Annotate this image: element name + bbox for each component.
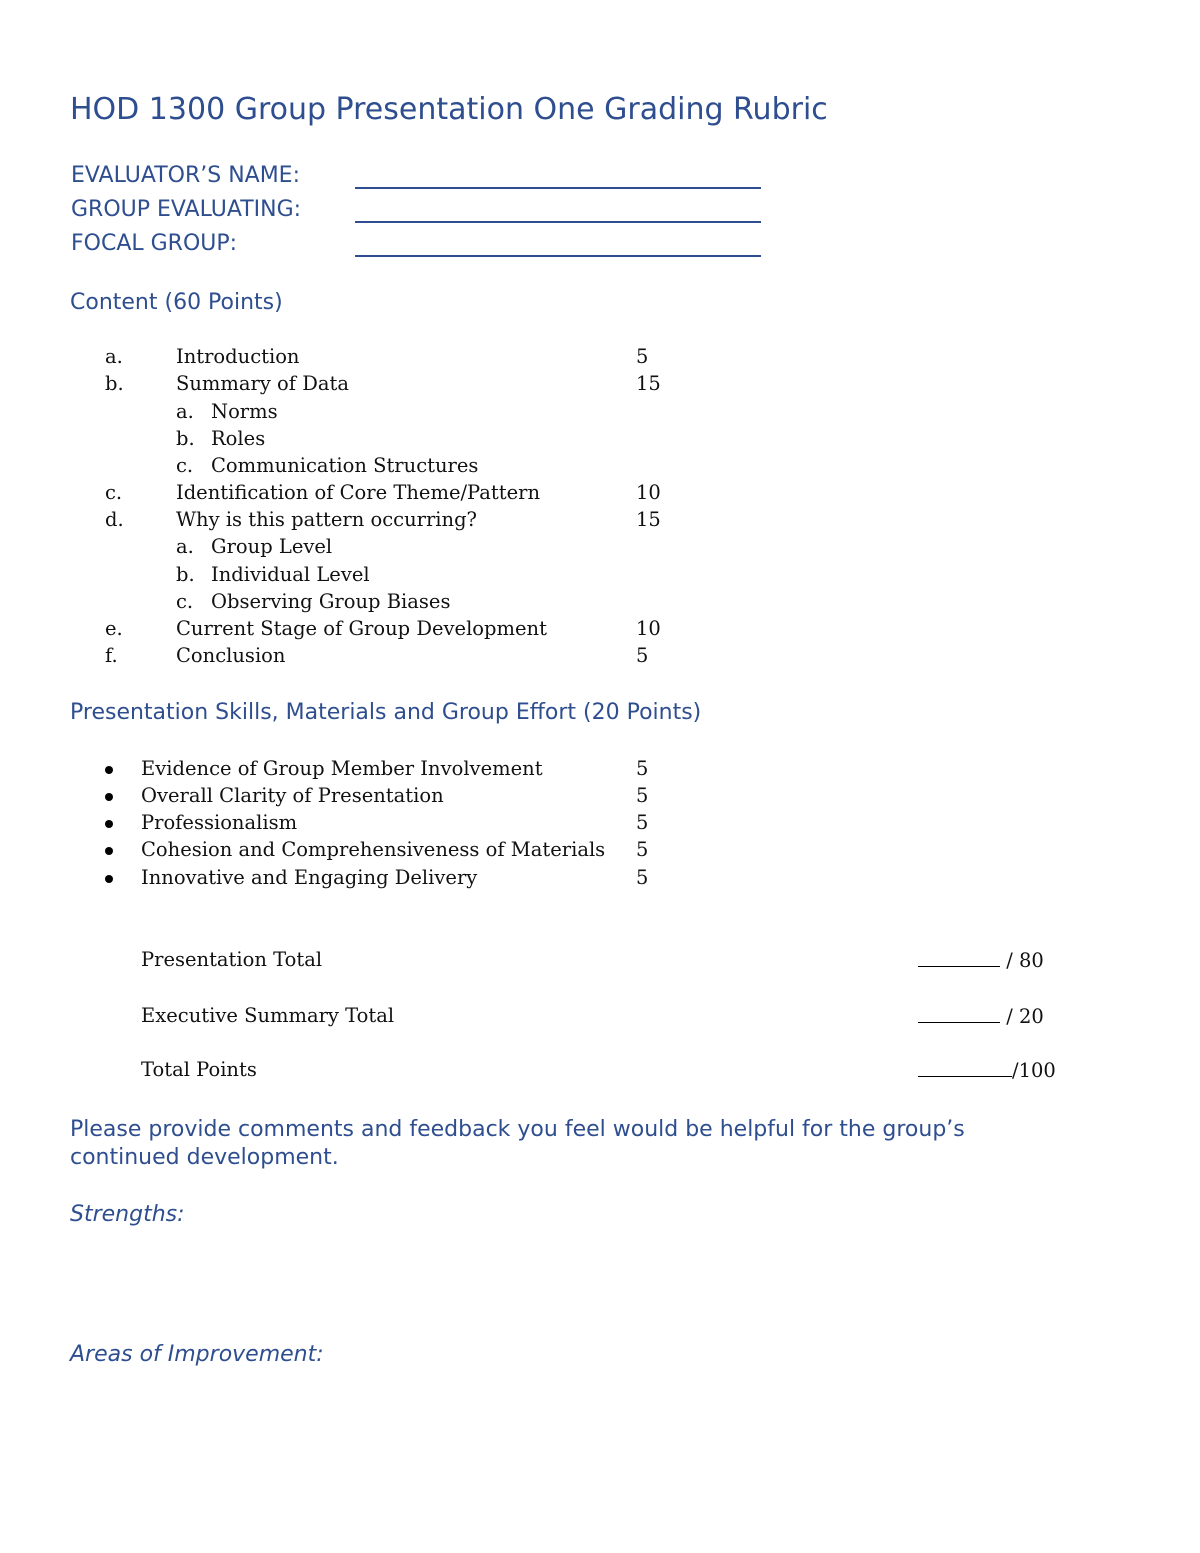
skill-item-label: Evidence of Group Member Involvement: [141, 757, 543, 780]
skills-heading: Presentation Skills, Materials and Group Effort (20 Points): [70, 700, 702, 725]
bullet-icon: [105, 847, 113, 855]
list-item-label: Summary of Data: [176, 372, 349, 395]
executive-summary-total-max: / 20: [1000, 1005, 1044, 1028]
total-points-max: /100: [1012, 1059, 1056, 1082]
skill-item-points: 5: [636, 866, 649, 889]
bullet-icon: [105, 820, 113, 828]
total-points-label: Total Points: [141, 1058, 257, 1081]
bullet-icon: [105, 793, 113, 801]
list-item-points: 10: [636, 481, 661, 504]
list-item-label: Why is this pattern occurring?: [176, 508, 478, 531]
sub-list-marker: a.: [176, 535, 194, 558]
evaluator-name-field[interactable]: [355, 187, 761, 189]
list-marker: f.: [105, 644, 118, 667]
sub-list-item-label: Communication Structures: [211, 454, 479, 477]
sub-list-item-label: Group Level: [211, 535, 333, 558]
sub-list-marker: a.: [176, 400, 194, 423]
sub-list-marker: b.: [176, 563, 195, 586]
strengths-label: Strengths:: [70, 1202, 185, 1227]
sub-list-item-label: Norms: [211, 400, 278, 423]
group-evaluating-field[interactable]: [355, 221, 761, 223]
executive-summary-total-label: Executive Summary Total: [141, 1004, 395, 1027]
presentation-total-blank[interactable]: [918, 948, 1000, 967]
sub-list-marker: c.: [176, 454, 194, 477]
group-evaluating-label: GROUP EVALUATING:: [71, 197, 302, 222]
bullet-icon: [105, 766, 113, 774]
list-item-points: 10: [636, 617, 661, 640]
skill-item-points: 5: [636, 811, 649, 834]
skill-item-points: 5: [636, 757, 649, 780]
improvement-comment-area[interactable]: [70, 1376, 1070, 1496]
list-item-points: 15: [636, 508, 661, 531]
presentation-total-max: / 80: [1000, 949, 1044, 972]
list-item-points: 5: [636, 644, 649, 667]
focal-group-label: FOCAL GROUP:: [71, 231, 238, 256]
executive-summary-total-blank[interactable]: [918, 1004, 1000, 1023]
list-marker: b.: [105, 372, 124, 395]
skill-item-label: Cohesion and Comprehensiveness of Materials: [141, 838, 606, 861]
bullet-icon: [105, 875, 113, 883]
list-item-label: Conclusion: [176, 644, 286, 667]
total-points-score: [918, 1058, 1056, 1082]
list-item-label: Identification of Core Theme/Pattern: [176, 481, 541, 504]
sub-list-marker: b.: [176, 427, 195, 450]
skill-item-points: 5: [636, 784, 649, 807]
comments-prompt: Please provide comments and feedback you feel would be helpful for the group’s continued development.: [70, 1117, 965, 1170]
list-item-label: Current Stage of Group Development: [176, 617, 547, 640]
strengths-comment-area[interactable]: [70, 1236, 1070, 1326]
total-points-blank[interactable]: [918, 1058, 1012, 1077]
areas-of-improvement-label: Areas of Improvement:: [70, 1342, 324, 1367]
presentation-total-label: Presentation Total: [141, 948, 323, 971]
list-item-label: Introduction: [176, 345, 300, 368]
skill-item-label: Innovative and Engaging Delivery: [141, 866, 478, 889]
skill-item-label: Overall Clarity of Presentation: [141, 784, 444, 807]
skill-item-points: 5: [636, 838, 649, 861]
list-marker: a.: [105, 345, 123, 368]
list-marker: d.: [105, 508, 124, 531]
sub-list-item-label: Individual Level: [211, 563, 370, 586]
list-marker: e.: [105, 617, 123, 640]
skill-item-label: Professionalism: [141, 811, 298, 834]
presentation-total-score: [918, 948, 1044, 972]
sub-list-marker: c.: [176, 590, 194, 613]
sub-list-item-label: Observing Group Biases: [211, 590, 451, 613]
page-title: HOD 1300 Group Presentation One Grading Rubric: [70, 92, 828, 127]
list-item-points: 5: [636, 345, 649, 368]
content-heading: Content (60 Points): [70, 290, 283, 315]
executive-summary-total-score: [918, 1004, 1044, 1028]
sub-list-item-label: Roles: [211, 427, 266, 450]
focal-group-field[interactable]: [355, 255, 761, 257]
list-marker: c.: [105, 481, 123, 504]
evaluator-name-label: EVALUATOR’S NAME:: [71, 163, 300, 188]
list-item-points: 15: [636, 372, 661, 395]
